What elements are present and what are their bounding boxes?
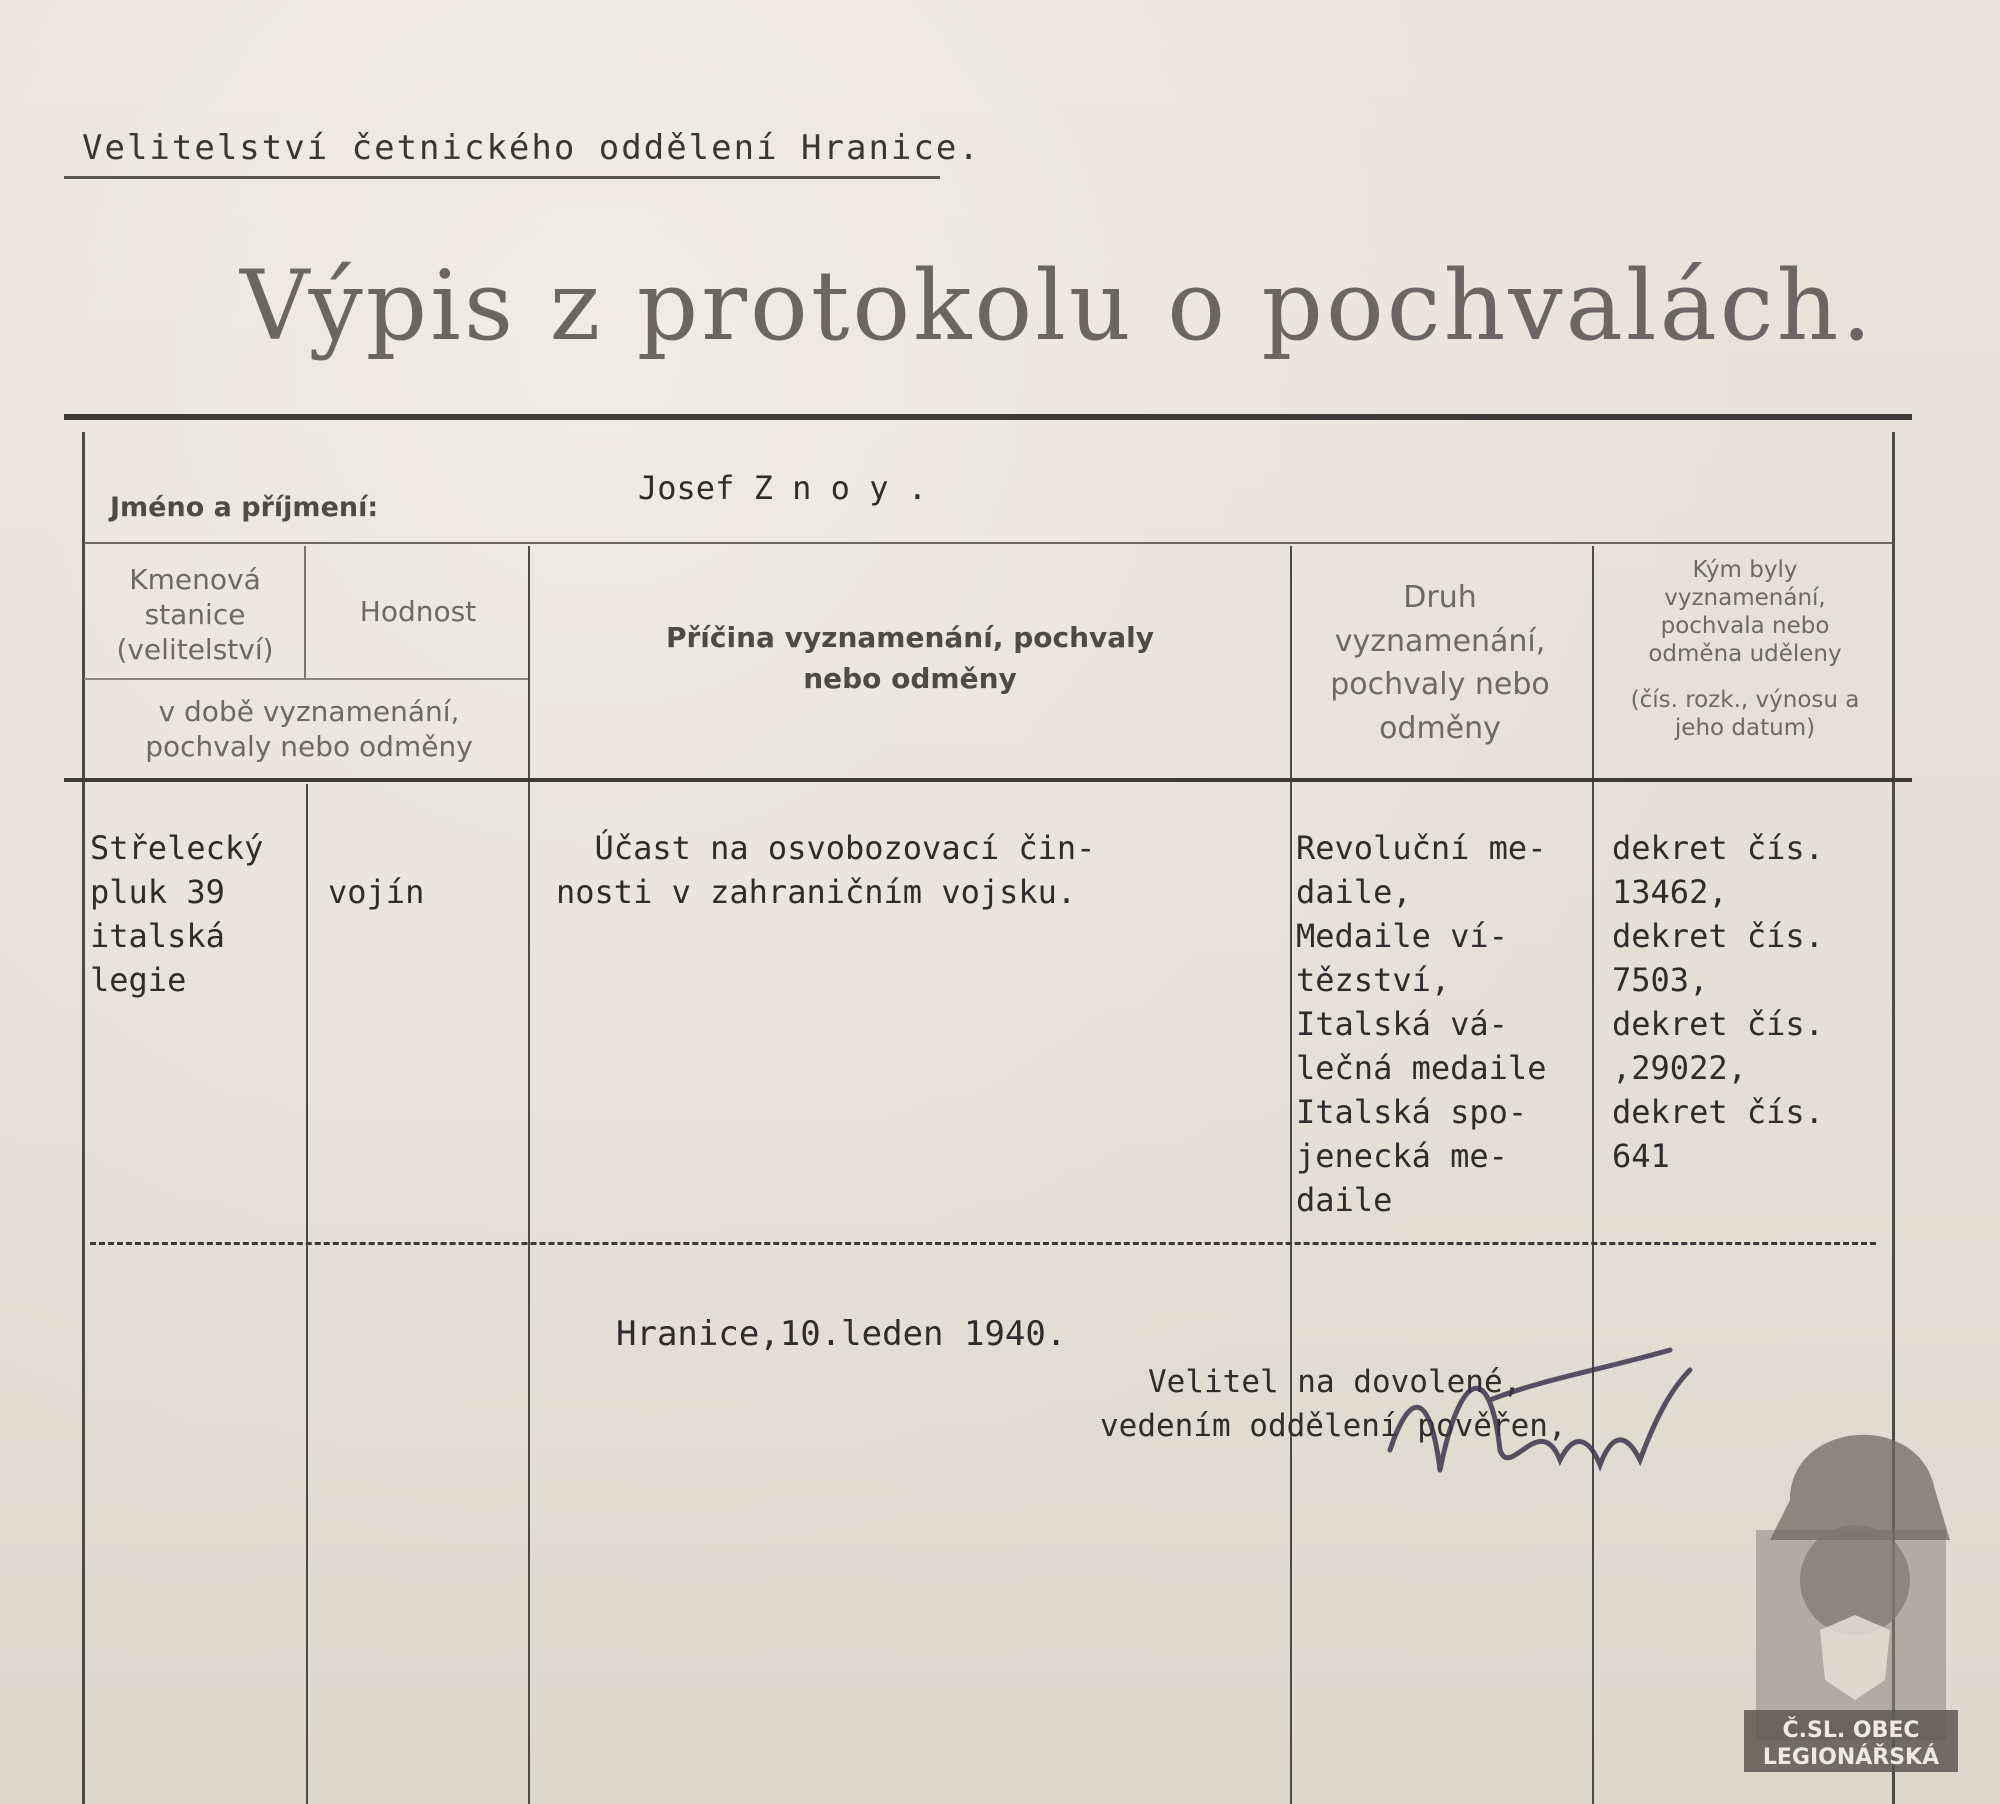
header-station: Kmenová stanice (velitelství) <box>116 563 274 666</box>
entry-reason: Účast na osvobozovací čin- nosti v zahraničním vojsku. <box>556 829 1096 911</box>
header-at-time: v době vyznamenání, pochvaly nebo odměny <box>145 695 473 763</box>
place-date: Hranice,10.leden 1940. <box>616 1314 1067 1354</box>
office-header-underline <box>64 176 940 179</box>
header-subdivider <box>84 678 528 680</box>
name-value: Josef Z n o y . <box>638 469 927 507</box>
header-bottom-rule <box>64 778 1912 782</box>
office-header: Velitelství četnického oddělení Hranice. <box>82 128 981 168</box>
logo-text-top: Č.SL. OBEC <box>1782 1718 1920 1743</box>
col-divider-station-body <box>306 784 308 1804</box>
name-label: Jméno a příjmení: <box>110 492 379 523</box>
table-top-rule <box>64 414 1912 420</box>
signature-line-2: vedením oddělení pověřen, <box>1100 1408 1567 1444</box>
table-left-border <box>82 432 85 1804</box>
col-divider-reason <box>1290 546 1292 1804</box>
col-divider-station <box>304 546 306 678</box>
legionary-helmet-icon <box>1720 1380 1982 1780</box>
handwritten-signature <box>1370 1330 1730 1510</box>
logo-text-bottom: LEGIONÁŘSKÁ <box>1762 1745 1940 1770</box>
legionarska-obec-logo <box>1720 1380 1982 1780</box>
name-row-bottom <box>84 542 1892 544</box>
col-divider-kind <box>1592 546 1594 1804</box>
header-rank: Hodnost <box>359 595 477 628</box>
document-title: Výpis z protokolu o pochvalách. <box>240 250 1875 362</box>
header-by-whom-detail: (čís. rozk., výnosu a jeho datum) <box>1630 687 1860 742</box>
header-kind: Druh vyznamenání, pochvaly nebo odměny <box>1330 580 1550 746</box>
signature-line-1: Velitel na dovolené, <box>1148 1364 1522 1400</box>
header-by-whom: Kým byly vyznamenání, pochvala nebo odměna uděleny <box>1648 557 1842 668</box>
entry-kind: Revoluční me- daile, Medaile ví- tězství, Italská vá- lečná medaile Italská spo- jenecká me- daile <box>1296 829 1547 1219</box>
header-reason: Příčina vyznamenání, pochvaly nebo odměny <box>665 621 1155 695</box>
entry-end-dashed-line <box>90 1242 1876 1245</box>
entry-station: Střelecký pluk 39 italská legie <box>90 829 264 999</box>
entry-by-whom: dekret čís. 13462, dekret čís. 7503, dekret čís. ,29022, dekret čís. 641 <box>1612 829 1824 1175</box>
entry-rank: vojín <box>328 873 425 911</box>
col-divider-rank <box>528 546 530 1804</box>
